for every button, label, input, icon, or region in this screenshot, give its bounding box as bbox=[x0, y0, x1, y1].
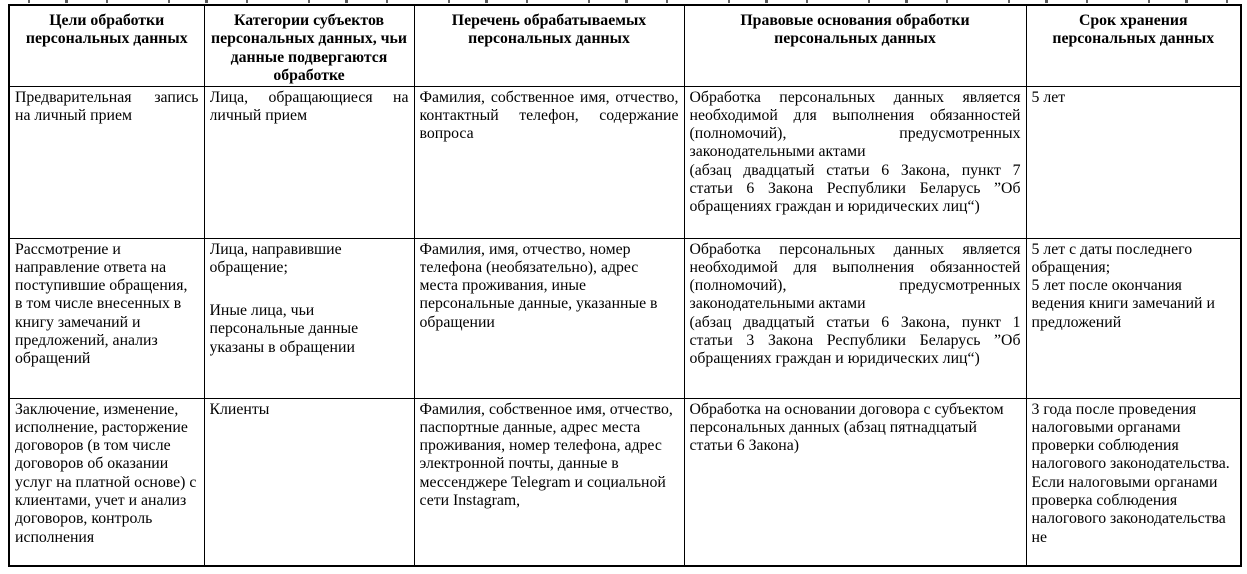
header-processing-purposes bbox=[9, 5, 204, 86]
header-label: Правовые основания обработки персональных данных bbox=[740, 12, 970, 48]
cell-text: Клиенты bbox=[209, 400, 270, 418]
cell-purpose bbox=[9, 398, 204, 566]
header-processed-data-list bbox=[414, 5, 684, 86]
cell-subjects bbox=[204, 86, 414, 238]
cell-text: Фамилия, собственное имя, отчество, паспортные данные, адрес места проживания, номер телефона, адрес электронной почты, данные в мессенджере Telegram и социальной сети Instagram, bbox=[419, 400, 673, 509]
header-retention-period bbox=[1026, 5, 1241, 86]
cell-text: (абзац двадцатый статьи 6 Закона, пункт 1 статьи 3 Закона Республики Беларусь ”Об обращениях граждан и юридических лиц“) bbox=[689, 313, 1021, 368]
cell-text: Лица, направившие обращение; bbox=[209, 240, 342, 276]
header-label: Категории субъектов персональных данных, чьи данные подвергаются обработке bbox=[210, 12, 408, 84]
cell-personal-data bbox=[414, 238, 684, 398]
cell-subjects bbox=[204, 398, 414, 566]
cell-text: Обработка персональных данных является необходимой для выполнения обязанностей (полномочий), предусмотренных законодательными актами bbox=[689, 240, 1021, 313]
cell-text: Фамилия, собственное имя, отчество, контактный телефон, содержание вопроса bbox=[419, 88, 679, 143]
header-label: Цели обработки персональных данных bbox=[25, 12, 188, 48]
cell-subjects bbox=[204, 238, 414, 398]
cell-legal-basis bbox=[684, 238, 1026, 398]
cell-text: Фамилия, имя, отчество, номер телефона (необязательно), адрес места проживания, иные персональные данные, указанные в обращении bbox=[419, 240, 658, 331]
cell-text: Обработка на основании договора с субъектом персональных данных (абзац пятнадцатый статьи 6 Закона) bbox=[689, 400, 1004, 455]
personal-data-processing-table bbox=[8, 4, 1242, 567]
cell-retention bbox=[1026, 238, 1241, 398]
table-header-row bbox=[9, 5, 1241, 86]
cell-text: Обработка персональных данных является необходимой для выполнения обязанностей (полномочий), предусмотренных законодательными актами bbox=[689, 88, 1021, 161]
cell-retention bbox=[1026, 398, 1241, 566]
cell-text: Предварительная запись на личный прием bbox=[15, 88, 199, 124]
table-row bbox=[9, 398, 1241, 566]
cell-text: 5 лет с даты последнего обращения; bbox=[1031, 240, 1193, 276]
cell-personal-data bbox=[414, 86, 684, 238]
cell-text: Иные лица, чьи персональные данные указаны в обращении bbox=[209, 302, 359, 356]
cell-text: Лица, обращающиеся на личный прием bbox=[209, 88, 409, 124]
header-label: Срок хранения персональных данных bbox=[1052, 12, 1215, 48]
table-row bbox=[9, 238, 1241, 398]
cell-text: (абзац двадцатый статьи 6 Закона, пункт 7 статьи 6 Закона Республики Беларусь ”Об обращениях граждан и юридических лиц“) bbox=[689, 161, 1021, 216]
header-subject-categories bbox=[204, 5, 414, 86]
cell-text: Рассмотрение и направление ответа на поступившие обращения, в том числе внесенных в книгу замечаний и предложений, анализ обращений bbox=[15, 240, 188, 368]
cell-text: Заключение, изменение, исполнение, расторжение договоров (в том числе договоров об оказании услуг на платной основе) с клиентами, учет и анализ договоров, контроль исполнения bbox=[15, 400, 197, 546]
cell-retention bbox=[1026, 86, 1241, 238]
cell-legal-basis bbox=[684, 398, 1026, 566]
header-label: Перечень обрабатываемых персональных данных bbox=[451, 12, 647, 48]
clipped-text-remnant bbox=[10, 0, 1238, 3]
cell-legal-basis bbox=[684, 86, 1026, 238]
cell-purpose bbox=[9, 86, 204, 238]
cell-text: 3 года после проведения налоговыми органами проверки соблюдения налогового законодательства. Если налоговыми органами проверка соблюдения налогового законодательства не bbox=[1031, 400, 1230, 546]
table-row bbox=[9, 86, 1241, 238]
cell-personal-data bbox=[414, 398, 684, 566]
cell-text: 5 лет bbox=[1031, 88, 1066, 106]
cell-text: 5 лет после окончания ведения книги замечаний и предложений bbox=[1031, 277, 1215, 331]
cell-purpose bbox=[9, 238, 204, 398]
header-legal-basis bbox=[684, 5, 1026, 86]
